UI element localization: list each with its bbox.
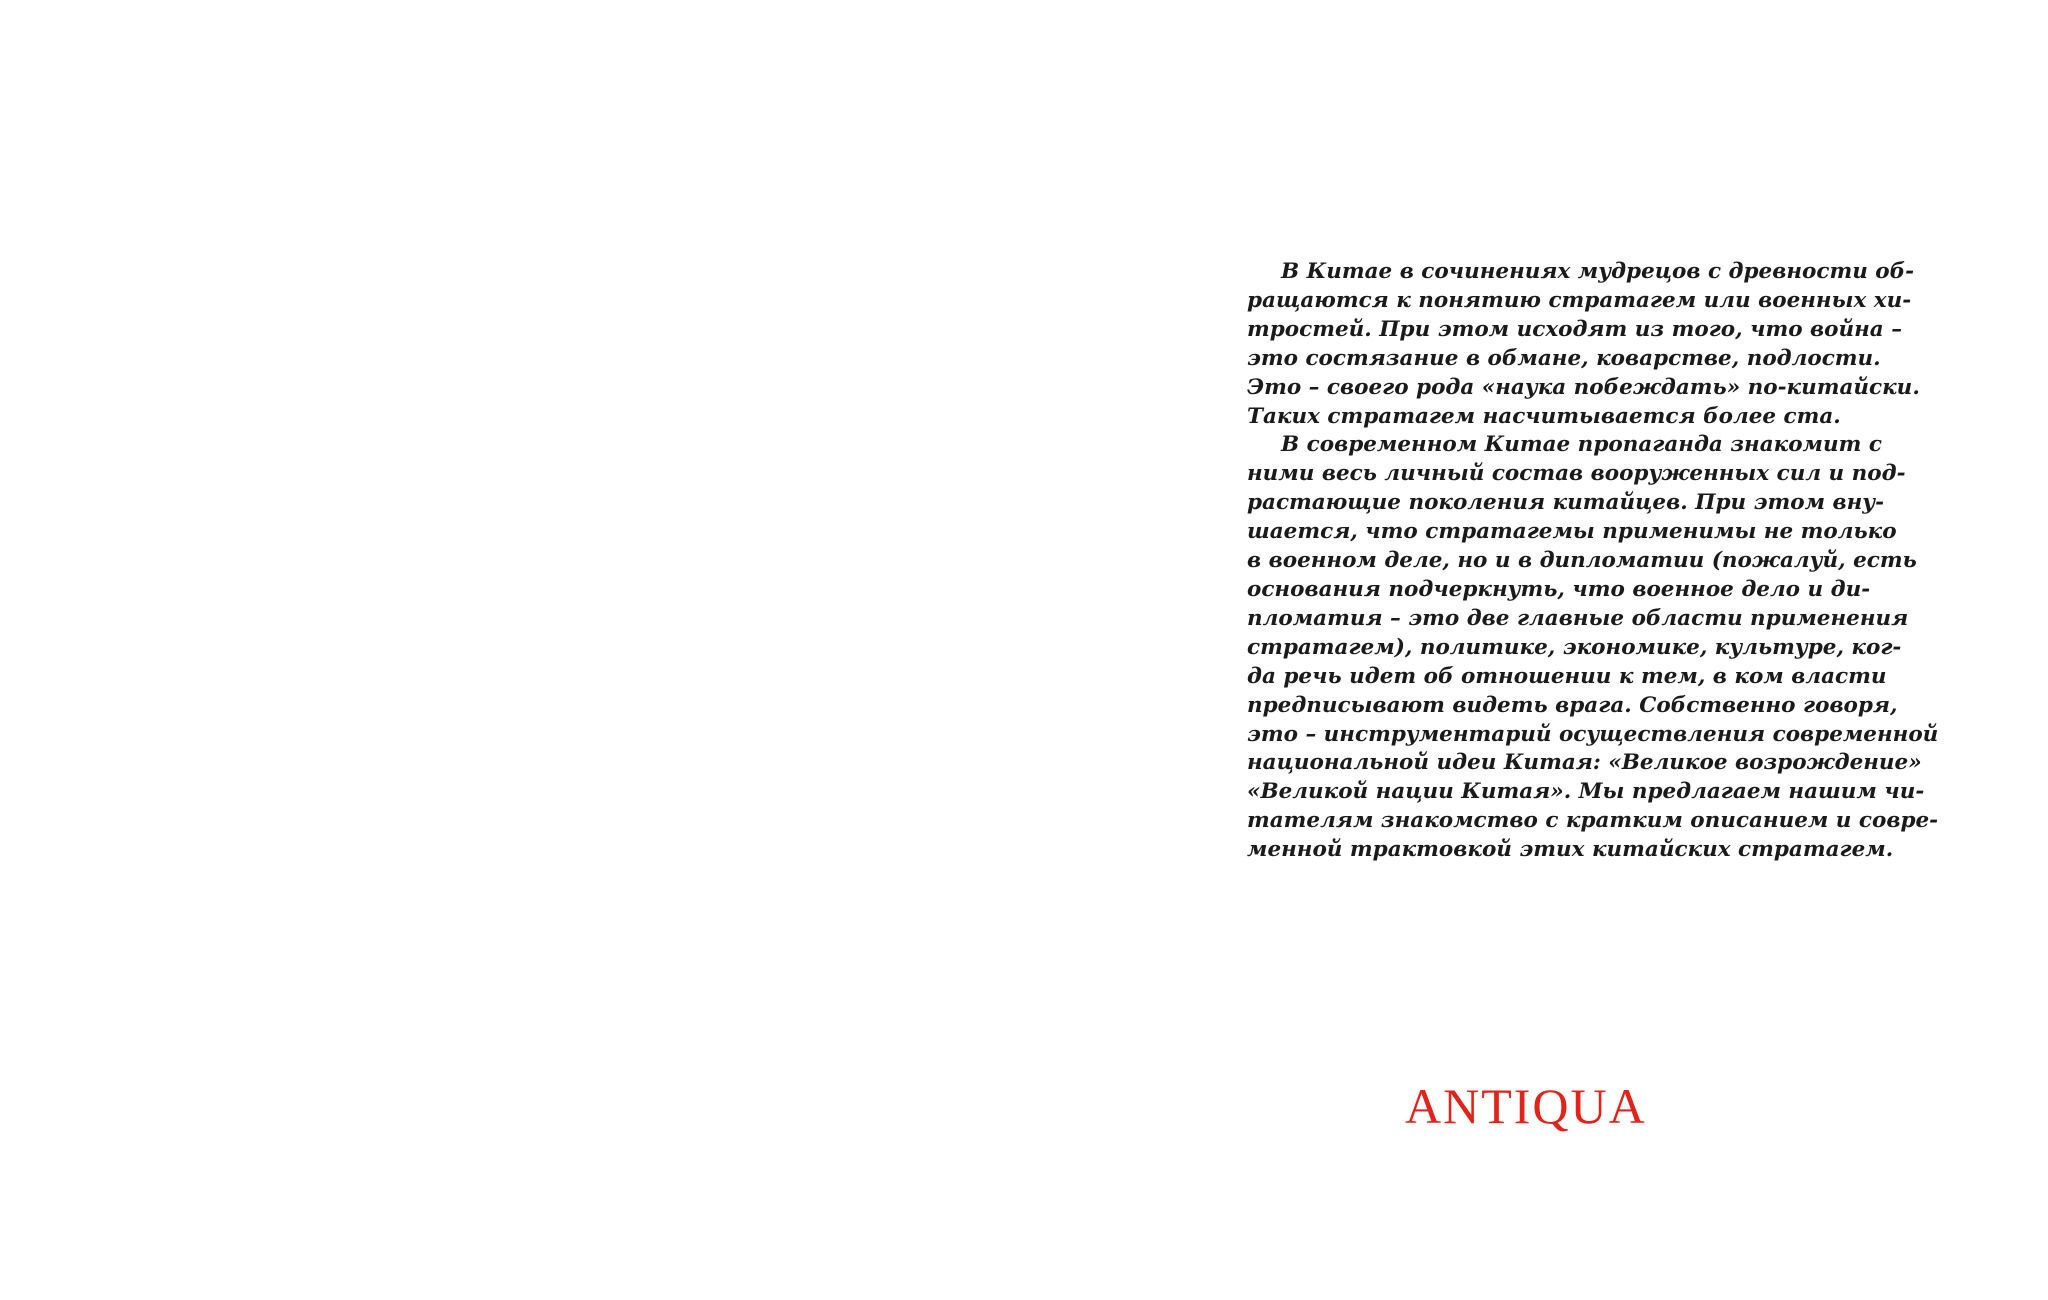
text-line: растающие поколения китайцев. При этом вну-	[1247, 490, 1885, 516]
text-line: да речь идет об отношении к тем, в ком власти	[1247, 663, 1887, 689]
text-line: это состязание в обмане, коварстве, подлости.	[1247, 345, 1881, 371]
text-line: Это – своего рода «наука побеждать» по-китайски.	[1247, 374, 1920, 400]
text-line: предписывают видеть врага. Собственно говоря,	[1247, 692, 1898, 718]
text-line: Таких стратагем насчитывается более ста.	[1247, 403, 1841, 429]
publisher-logo: ANTIQUA	[1405, 1078, 1647, 1134]
text-line: стратагем), политике, экономике, культуре, ког-	[1247, 634, 1902, 660]
text-line: шается, что стратагемы применимы не только	[1247, 519, 1897, 545]
text-line: В Китае в сочинениях мудрецов с древности об-	[1281, 259, 1915, 284]
text-line: тростей. При этом исходят из того, что война –	[1247, 316, 1902, 342]
text-line: ращаются к понятию стратагем или военных хи-	[1247, 287, 1912, 313]
text-line: в военном деле, но и в дипломатии (пожалуй, есть	[1247, 548, 1917, 574]
text-line: ними весь личный состав вооруженных сил и под-	[1247, 461, 1906, 487]
text-line: «Великой нации Китая». Мы предлагаем нашим чи-	[1247, 779, 1925, 805]
text-line: В современном Китае пропаганда знакомит с	[1281, 432, 1882, 458]
text-line: менной трактовкой этих китайских стратагем.	[1247, 837, 1894, 863]
annotation-text	[1247, 258, 1939, 865]
text-line: тателям знакомство с кратким описанием и совре-	[1247, 808, 1939, 834]
text-line: основания подчеркнуть, что военное дело и ди-	[1247, 576, 1871, 602]
text-line: пломатия – это две главные области применения	[1247, 605, 1909, 631]
text-line: национальной идеи Китая: «Великое возрождение»	[1247, 750, 1922, 776]
text-line: это – инструментарий осуществления современной	[1247, 721, 1939, 747]
